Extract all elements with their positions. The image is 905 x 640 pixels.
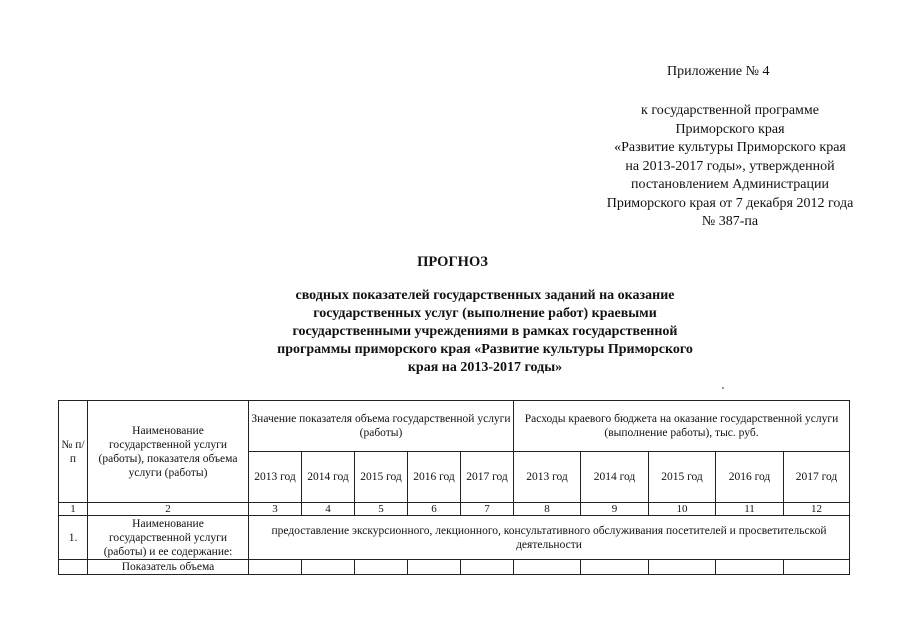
header-year: 2017 год	[461, 452, 514, 503]
column-number: 8	[514, 503, 581, 516]
subtitle-line: государственных услуг (выполнение работ) краевыми	[313, 306, 657, 321]
annex-line: Приморского края от 7 декабря 2012 года	[606, 195, 854, 211]
table-cell	[302, 560, 355, 575]
table-row	[59, 560, 850, 575]
header-year: 2016 год	[716, 452, 784, 503]
column-number: 7	[461, 503, 514, 516]
annex-line: «Развитие культуры Приморского края	[614, 140, 846, 155]
header-year: 2013 год	[514, 452, 581, 503]
table-cell	[355, 560, 408, 575]
table-cell	[784, 560, 850, 575]
annex-line: постановлением Администрации	[631, 177, 829, 192]
table-cell	[514, 560, 581, 575]
indicator-label: Показатель объема	[88, 560, 249, 575]
column-number: 9	[581, 503, 649, 516]
column-number: 2	[88, 503, 249, 516]
column-number: 5	[355, 503, 408, 516]
column-number: 3	[249, 503, 302, 516]
header-year: 2014 год	[581, 452, 649, 503]
table-row	[59, 516, 850, 560]
column-number: 1	[59, 503, 88, 516]
annex-line: Приморского края	[675, 121, 785, 137]
annex-line: № 387-па	[701, 214, 759, 229]
row-service-content: предоставление экскурсионного, лекционного, консультативного обслуживания посетителей и просветительской деятельности	[249, 516, 850, 560]
row-num: 1.	[59, 516, 88, 560]
table-cell	[581, 560, 649, 575]
column-number: 11	[716, 503, 784, 516]
document-title: ПРОГНОЗ	[417, 254, 488, 270]
column-number: 10	[649, 503, 716, 516]
table-cell	[249, 560, 302, 575]
header-service: Наименование государственной услуги (работы), показателя объема услуги (работы)	[88, 401, 249, 503]
row-label: Наименование государственной услуги (работы) и ее содержание:	[88, 516, 249, 560]
annex-reference	[560, 102, 900, 232]
table-cell	[59, 560, 88, 575]
document-subtitle	[245, 287, 725, 377]
header-year: 2013 год	[249, 452, 302, 503]
column-number: 6	[408, 503, 461, 516]
table-cell	[408, 560, 461, 575]
annex-line: к государственной программе	[641, 103, 819, 118]
subtitle-line: программы приморского края «Развитие культуры Приморского	[277, 342, 693, 357]
header-num: № п/п	[59, 401, 88, 503]
annex-number: Приложение № 4	[667, 64, 770, 79]
table-cell	[649, 560, 716, 575]
header-year: 2017 год	[784, 452, 850, 503]
column-number: 4	[302, 503, 355, 516]
header-year: 2015 год	[649, 452, 716, 503]
forecast-table	[58, 400, 850, 575]
table-cell	[461, 560, 514, 575]
header-year: 2015 год	[355, 452, 408, 503]
subtitle-line: государственными учреждениями в рамках государственной	[292, 324, 678, 339]
header-volume-group: Значение показателя объема государственной услуги (работы)	[249, 401, 514, 452]
header-year: 2016 год	[408, 452, 461, 503]
header-year: 2014 год	[302, 452, 355, 503]
header-expense-group: Расходы краевого бюджета на оказание государственной услуги (выполнение работы), тыс. руб.	[514, 401, 850, 452]
annex-line: на 2013-2017 годы», утвержденной	[625, 158, 835, 174]
subtitle-line: края на 2013-2017 годы»	[407, 360, 563, 375]
subtitle-line: сводных показателей государственных заданий на оказание	[295, 288, 675, 303]
scan-artifact	[722, 387, 724, 389]
column-number: 12	[784, 503, 850, 516]
table-cell	[716, 560, 784, 575]
